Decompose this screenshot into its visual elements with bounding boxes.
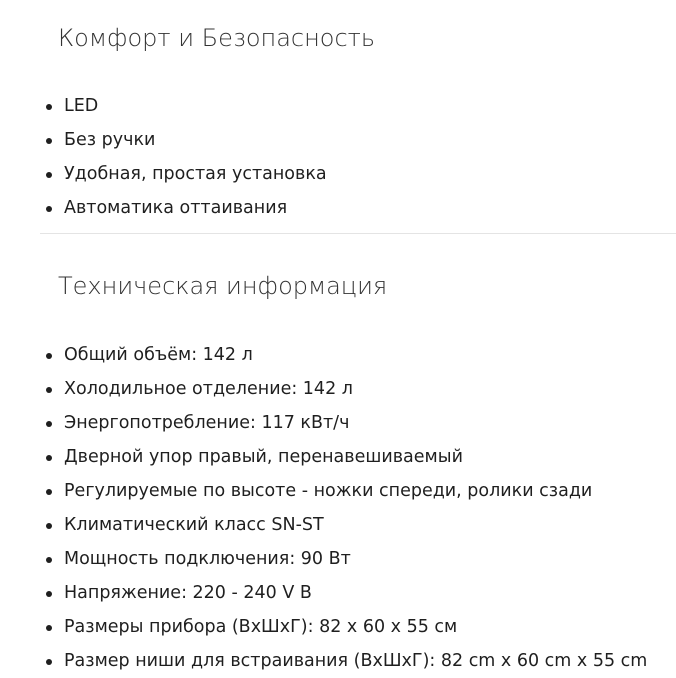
list-item-text: Холодильное отделение: 142 л: [64, 379, 353, 399]
section-title-comfort: Комфорт и Безопасность: [58, 24, 375, 52]
list-item: [40, 406, 647, 440]
bullet-icon: [46, 104, 52, 110]
bullet-icon: [46, 625, 52, 631]
bullet-icon: [46, 659, 52, 665]
list-item-text: Удобная, простая установка: [64, 164, 327, 184]
list-item: [40, 123, 327, 157]
bullet-icon: [46, 523, 52, 529]
list-item-text: Общий объём: 142 л: [64, 345, 253, 365]
list-item: [40, 474, 647, 508]
list-item: [40, 157, 327, 191]
list-item: [40, 338, 647, 372]
list-item-text: Регулируемые по высоте - ножки спереди, ролики сзади: [64, 481, 593, 501]
section-title-technical: Техническая информация: [58, 272, 388, 300]
bullet-icon: [46, 591, 52, 597]
bullet-icon: [46, 353, 52, 359]
list-item: [40, 89, 327, 123]
list-item: [40, 576, 647, 610]
list-item-text: Климатический класс SN-ST: [64, 515, 324, 535]
list-item-text: LED: [64, 96, 99, 116]
list-item: [40, 508, 647, 542]
list-item-text: Без ручки: [64, 130, 156, 150]
list-item: [40, 191, 327, 225]
bullet-icon: [46, 387, 52, 393]
bullet-icon: [46, 455, 52, 461]
bullet-icon: [46, 421, 52, 427]
list-item: [40, 644, 647, 678]
list-item-text: Мощность подключения: 90 Вт: [64, 549, 351, 569]
list-item: [40, 610, 647, 644]
list-item: [40, 542, 647, 576]
list-item-text: Дверной упор правый, перенавешиваемый: [64, 447, 463, 467]
list-item-text: Автоматика оттаивания: [64, 198, 288, 218]
list-item-text: Размеры прибора (ВхШхГ): 82 x 60 x 55 см: [64, 617, 458, 637]
list-item: [40, 440, 647, 474]
bullet-icon: [46, 172, 52, 178]
bullet-icon: [46, 138, 52, 144]
section-divider: [40, 233, 676, 234]
comfort-feature-list: [40, 89, 327, 225]
list-item-text: Энергопотребление: 117 кВт/ч: [64, 413, 350, 433]
list-item: [40, 372, 647, 406]
bullet-icon: [46, 489, 52, 495]
list-item-text: Размер ниши для встраивания (ВхШхГ): 82 cm x 60 cm x 55 cm: [64, 651, 648, 671]
bullet-icon: [46, 206, 52, 212]
list-item-text: Напряжение: 220 - 240 V В: [64, 583, 312, 603]
bullet-icon: [46, 557, 52, 563]
technical-info-list: [40, 338, 647, 678]
